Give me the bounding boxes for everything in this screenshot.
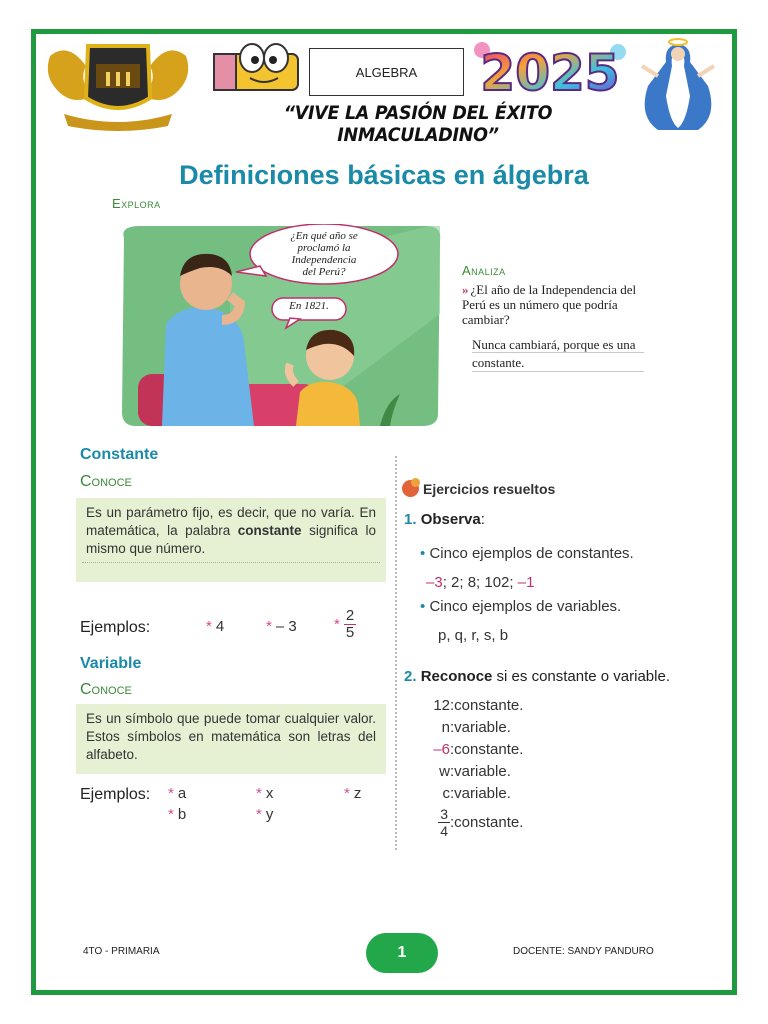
classification-row — [424, 697, 523, 714]
answer-rule — [472, 371, 644, 372]
school-motto: “VIVE LA PASIÓN DEL ÉXITO INMACULADINO” — [283, 102, 553, 146]
constante-example: * – 3 — [266, 618, 297, 635]
analiza-label: Analiza — [462, 263, 506, 278]
step-colon: : — [480, 511, 485, 528]
constante-def-text-end: significa lo mismo que número. — [86, 523, 376, 556]
analiza-answer: Nunca cambiará, porque es una constante. — [472, 337, 636, 370]
row-type: :variable. — [450, 785, 511, 802]
step-observa — [404, 511, 485, 528]
constante-example: * 4 — [206, 618, 225, 635]
school-crest-logo — [38, 36, 198, 132]
year-text: 2025 — [480, 44, 620, 100]
step-number: 2. — [404, 668, 417, 685]
virgin-mary-image — [628, 36, 728, 132]
constante-definition-box — [76, 498, 386, 582]
row-type: :constante. — [450, 697, 524, 714]
bullet-variables: • Cinco ejemplos de variables. — [420, 598, 622, 615]
constante-conoce-label: Conoce — [80, 473, 132, 490]
step-label: Observa — [420, 511, 481, 528]
header-banner — [38, 36, 728, 146]
ejercicios-heading — [402, 480, 555, 497]
analiza-question-text: ¿El año de la Independencia del Perú es un número que podría cambiar? — [462, 282, 637, 327]
step-reconoce — [404, 668, 670, 685]
variable-example: * z — [344, 785, 362, 802]
row-type: :variable. — [450, 763, 511, 780]
bullet-text: Cinco ejemplos de constantes. — [429, 545, 634, 562]
row-item: c — [442, 785, 450, 802]
variable-conoce-label: Conoce — [80, 681, 132, 698]
analiza-question — [462, 282, 652, 327]
writing-line — [82, 562, 380, 563]
footer-grade: 4TO - PRIMARIA — [83, 946, 160, 957]
constant-negative: –3 — [426, 574, 443, 591]
example-value: a — [177, 785, 187, 802]
fraction-denominator: 4 — [440, 823, 448, 839]
variables-list: p, q, r, s, b — [438, 627, 509, 644]
variable-examples-label: Ejemplos: — [80, 786, 151, 803]
row-type: :constante. — [450, 741, 524, 758]
fraction — [344, 608, 356, 641]
subject-title-box — [309, 48, 464, 96]
answer-rule — [472, 352, 644, 353]
example-value: x — [265, 785, 274, 802]
fraction-denominator: 5 — [345, 624, 355, 641]
footer-teacher: DOCENTE: SANDY PANDURO — [513, 946, 654, 957]
explora-label: Explora — [112, 196, 161, 211]
variable-example: * b — [168, 806, 187, 823]
row-type: :constante. — [450, 814, 524, 831]
variable-definition-box: Es un símbolo que puede tomar cualquier valor. Estos símbolos en matemática son letras del alfabeto. — [76, 704, 386, 774]
pencil-mascot-icon — [206, 36, 306, 96]
row-type: :variable. — [450, 719, 511, 736]
page-title: Definiciones básicas en álgebra — [179, 160, 589, 190]
bubble-line: ¿En qué año se — [290, 230, 358, 242]
fraction-numerator: 3 — [440, 806, 448, 822]
example-value: 4 — [215, 618, 225, 635]
bubble-line: Independencia — [291, 254, 357, 266]
example-value: b — [177, 806, 187, 823]
classification-row — [424, 785, 511, 802]
subject-title: ALGEBRA — [355, 64, 418, 80]
fraction-numerator: 2 — [345, 607, 355, 624]
constante-heading: Constante — [80, 446, 159, 463]
classification-row — [424, 741, 523, 758]
example-value: y — [265, 806, 274, 823]
row-item — [424, 806, 450, 839]
row-item: n — [441, 719, 450, 736]
variable-example: * x — [256, 785, 274, 802]
constante-def-bold: constante — [237, 523, 302, 538]
constant-values: ; 2; 8; 102; — [442, 574, 518, 591]
example-value: z — [353, 785, 362, 802]
row-item: 12 — [433, 697, 450, 714]
constante-examples-label: Ejemplos: — [80, 619, 151, 636]
bubble-line: del Perú? — [302, 266, 346, 278]
classification-row — [424, 763, 511, 780]
step-label: Reconoce — [420, 668, 493, 685]
fraction — [438, 806, 450, 839]
classification-row — [424, 719, 511, 736]
row-item: w — [439, 763, 450, 780]
bullet-constants: • Cinco ejemplos de constantes. — [420, 545, 634, 562]
step-instruction: si es constante o variable. — [492, 668, 670, 685]
bubble-line: proclamó la — [297, 242, 351, 254]
constante-example-fraction: * $\frac{2}{5}$ — [334, 607, 355, 641]
question-bubble — [251, 226, 397, 286]
row-item: –6 — [433, 741, 450, 758]
page-number-badge — [366, 933, 438, 973]
variable-heading: Variable — [80, 655, 142, 672]
variable-example: * y — [256, 806, 274, 823]
exercises-icon — [402, 480, 419, 497]
double-arrow-icon: » — [462, 282, 469, 297]
classification-row — [424, 806, 523, 839]
example-value: – 3 — [275, 618, 297, 635]
ejercicios-title: Ejercicios resueltos — [423, 480, 556, 497]
variable-example: * a — [168, 785, 187, 802]
step-number: 1. — [404, 511, 417, 528]
bullet-text: Cinco ejemplos de variables. — [429, 598, 622, 615]
constants-list — [426, 574, 534, 591]
column-divider — [395, 456, 397, 850]
constante-def-text: Es un parámetro fijo, es decir, que no varía. En matemática, la palabra — [86, 505, 376, 538]
year-2025-graphic — [470, 38, 630, 100]
page-number: 1 — [397, 944, 407, 961]
answer-bubble: En 1821. — [289, 300, 329, 312]
constant-negative: –1 — [517, 574, 535, 591]
